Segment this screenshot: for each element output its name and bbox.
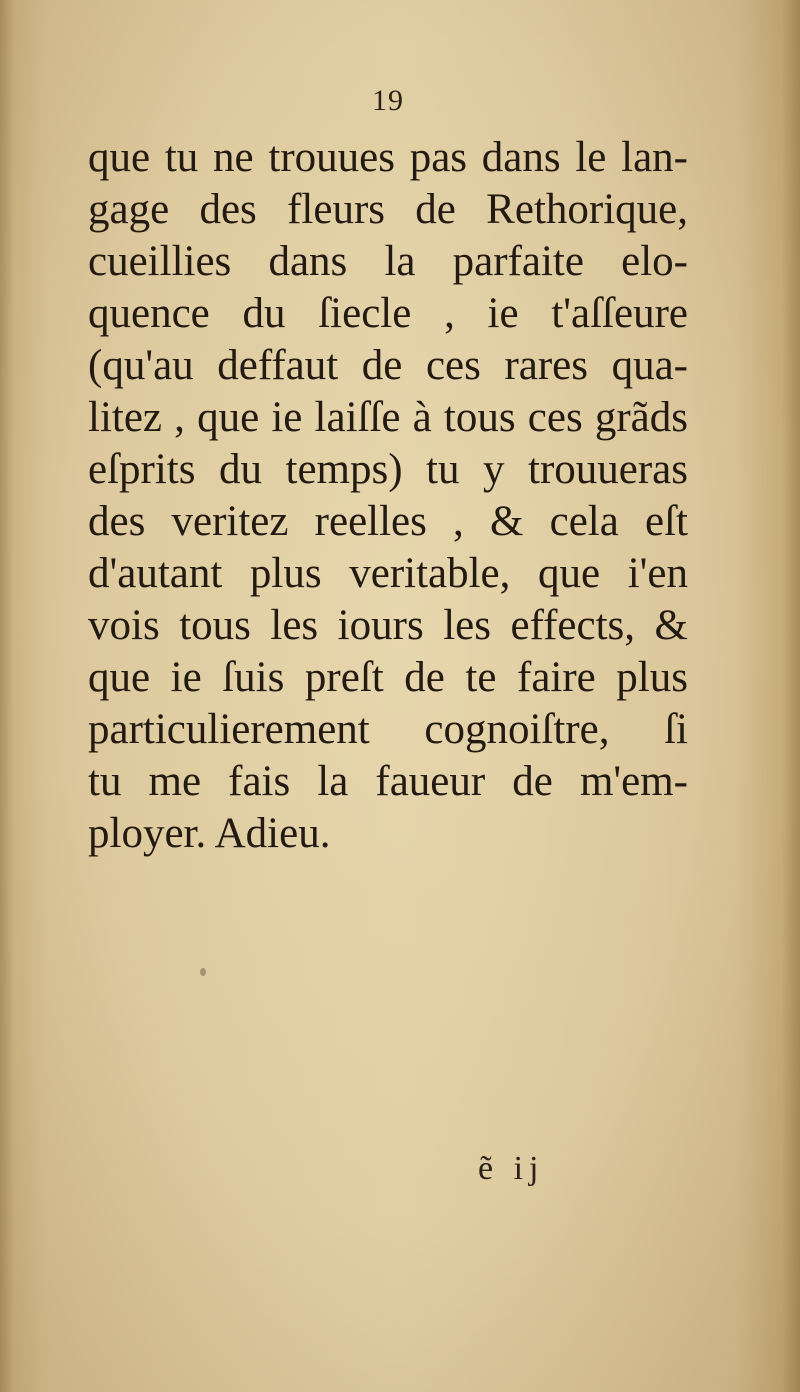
page-edge-shadow-left (0, 0, 14, 1392)
text-line: que ie ſuis preſt de te faire plus (88, 654, 688, 701)
text-line: gage des fleurs de Rethorique, (88, 186, 688, 233)
text-line: litez , que ie laiſſe à tous ces grãds (88, 394, 688, 441)
text-line: (qu'au deffaut de ces rares qua- (88, 342, 688, 389)
text-line: vois tous les iours les effects, & (88, 602, 688, 649)
text-line: cueillies dans la parfaite elo- (88, 238, 688, 285)
text-line: d'autant plus veritable, que i'en (88, 550, 688, 597)
text-line: quence du ſiecle , ie t'aſſeure (88, 290, 688, 337)
body-text (88, 132, 688, 860)
ink-speck (200, 968, 206, 976)
page-number: 19 (372, 84, 404, 117)
text-line: eſprits du temps) tu y trouueras (88, 446, 688, 493)
text-line-last: ployer. Adieu. (88, 810, 331, 857)
text-line: particulierement cognoiſtre, ſi (88, 706, 688, 753)
page-edge-shadow-right (782, 0, 800, 1392)
text-line: que tu ne trouues pas dans le lan- (88, 134, 688, 181)
text-line: tu me fais la faueur de m'em- (88, 758, 688, 805)
signature-mark: ẽ ij (478, 1150, 545, 1187)
text-line: des veritez reelles , & cela eſt (88, 498, 688, 545)
